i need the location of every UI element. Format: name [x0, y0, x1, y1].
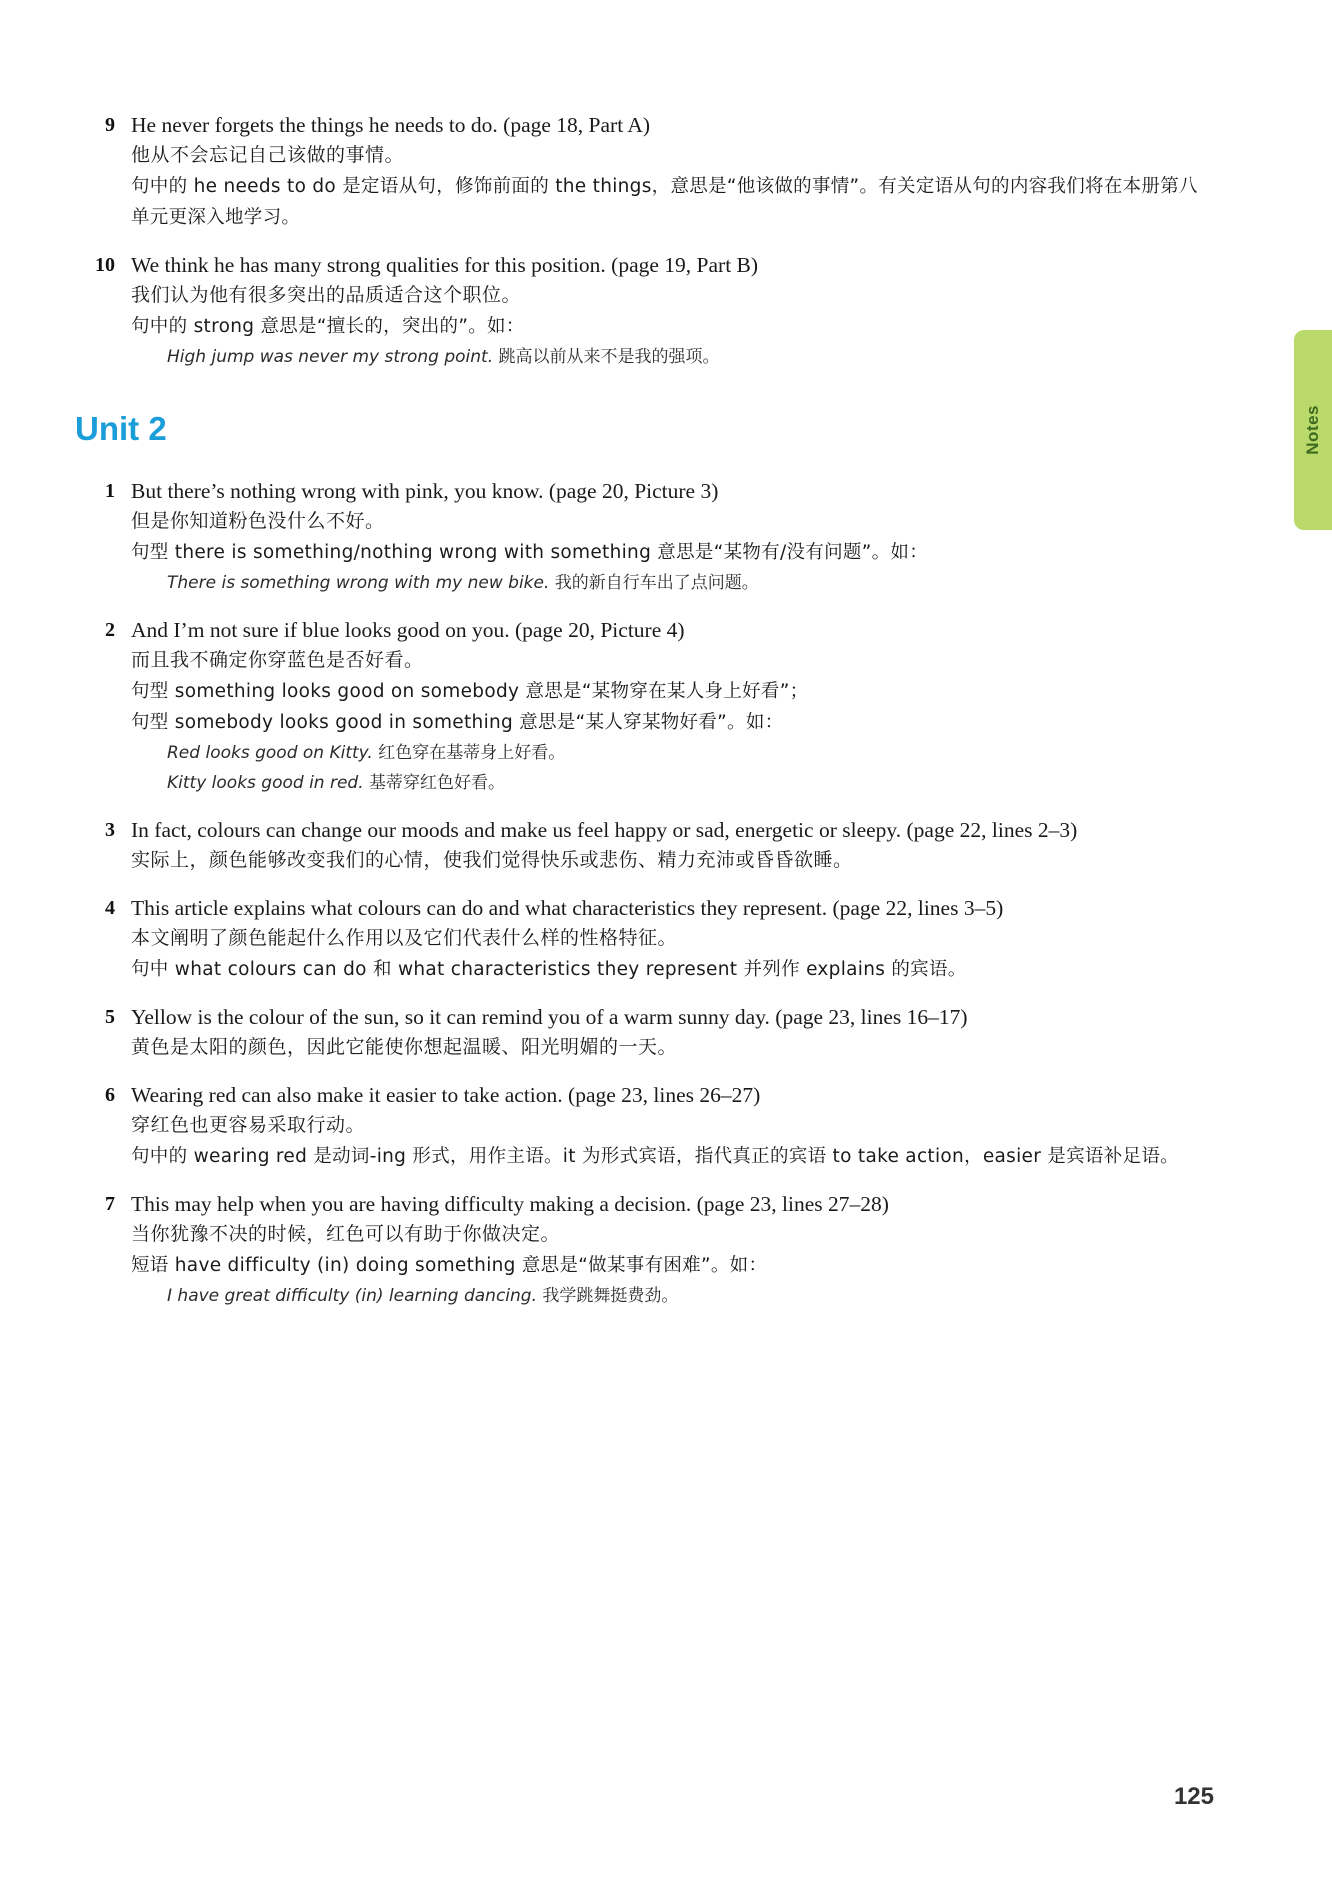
example-chinese: 红色穿在基蒂身上好看。 [378, 743, 566, 763]
example-chinese: 我学跳舞挺费劲。 [542, 1286, 679, 1306]
entry-chinese: 但是你知道粉色没什么不好。 [131, 510, 385, 532]
side-tab-label: Notes [1303, 405, 1322, 455]
entry-english: He never forgets the things he needs to do. (page 18, Part A) [131, 113, 651, 137]
entry-chinese: 当你犹豫不决的时候，红色可以有助于你做决定。 [131, 1223, 561, 1245]
example-english: I have great difficulty (in) learning dancing. [167, 1286, 537, 1306]
entry-example [167, 568, 1212, 598]
entry-body [131, 110, 1212, 233]
entry-chinese: 而且我不确定你穿蓝色是否好看。 [131, 649, 424, 671]
example-chinese: 跳高以前从来不是我的强项。 [498, 347, 720, 367]
example-english: Red looks good on Kitty. [167, 743, 373, 763]
entry-note-secondary: 句型 somebody looks good in something 意思是“某人穿某物好看”。如： [131, 712, 784, 733]
entry-note: 短语 have difficulty (in) doing something 意思是“做某事有困难”。如： [131, 1255, 768, 1276]
example-english: Kitty looks good in red. [167, 773, 364, 793]
entry-english: Yellow is the colour of the sun, so it can remind you of a warm sunny day. (page 23, lines 16–17) [131, 1005, 968, 1029]
entry-note: 句中的 strong 意思是“擅长的，突出的”。如： [131, 316, 525, 337]
note-entry [75, 110, 1212, 233]
example-english: High jump was never my strong point. [167, 347, 494, 367]
entry-english: But there’s nothing wrong with pink, you know. (page 20, Picture 3) [131, 479, 719, 503]
entry-example [167, 738, 1212, 768]
entry-body [131, 893, 1212, 985]
entry-chinese: 我们认为他有很多突出的品质适合这个职位。 [131, 284, 522, 306]
entry-number: 2 [105, 619, 115, 641]
entry-number: 6 [105, 1084, 115, 1106]
entry-body [131, 476, 1212, 598]
entry-note: 句中的 he needs to do 是定语从句，修饰前面的 the things，意思是“他该做的事情”。有关定语从句的内容我们将在本册第八单元更深入地学习。 [131, 176, 1198, 228]
note-entry [75, 1002, 1212, 1063]
note-entry [75, 815, 1212, 876]
side-tab-notes [1294, 330, 1332, 530]
note-entry [75, 615, 1212, 798]
entry-chinese: 他从不会忘记自己该做的事情。 [131, 144, 405, 166]
entry-body [131, 1002, 1212, 1063]
entry-number: 7 [105, 1193, 115, 1215]
entry-chinese: 实际上，颜色能够改变我们的心情，使我们觉得快乐或悲伤、精力充沛或昏昏欲睡。 [131, 849, 853, 871]
entry-body [131, 615, 1212, 798]
note-entry [75, 1189, 1212, 1311]
entry-number: 10 [95, 254, 115, 276]
entry-body [131, 1189, 1212, 1311]
entry-example [167, 768, 1212, 798]
entry-english: This article explains what colours can do and what characteristics they represent. (page 22, lines 3–5) [131, 896, 1004, 920]
entry-english: This may help when you are having difficulty making a decision. (page 23, lines 27–28) [131, 1192, 889, 1216]
page-number: 125 [1173, 1783, 1214, 1810]
entry-body [131, 815, 1212, 876]
entry-number: 1 [105, 480, 115, 502]
entry-example [167, 342, 1212, 372]
entry-number: 5 [105, 1006, 115, 1028]
example-chinese: 我的新自行车出了点问题。 [554, 573, 759, 593]
note-entry [75, 893, 1212, 985]
entry-english: In fact, colours can change our moods and make us feel happy or sad, energetic or sleepy. (page 22, lines 2–3) [131, 818, 1078, 842]
entry-note: 句型 there is something/nothing wrong with something 意思是“某物有/没有问题”。如： [131, 542, 929, 563]
note-entry [75, 476, 1212, 598]
entry-number: 9 [105, 114, 115, 136]
entry-chinese: 本文阐明了颜色能起什么作用以及它们代表什么样的性格特征。 [131, 927, 678, 949]
entry-example [167, 1281, 1212, 1311]
unit-heading: Unit 2 [75, 410, 167, 447]
entry-body [131, 250, 1212, 372]
entry-note: 句中的 wearing red 是动词-ing 形式，用作主语。it 为形式宾语，指代真正的宾语 to take action，easier 是宾语补足语。 [131, 1146, 1179, 1167]
entry-english: We think he has many strong qualities for this position. (page 19, Part B) [131, 253, 759, 277]
note-entry [75, 1080, 1212, 1172]
example-chinese: 基蒂穿红色好看。 [369, 773, 506, 793]
note-entry [75, 250, 1212, 372]
entry-number: 3 [105, 819, 115, 841]
entry-number: 4 [105, 897, 115, 919]
example-english: There is something wrong with my new bike. [167, 573, 550, 593]
entry-note: 句型 something looks good on somebody 意思是“某物穿在某人身上好看”； [131, 681, 809, 702]
entry-body [131, 1080, 1212, 1172]
entry-english: And I’m not sure if blue looks good on you. (page 20, Picture 4) [131, 618, 685, 642]
entry-note: 句中 what colours can do 和 what characteristics they represent 并列作 explains 的宾语。 [131, 959, 967, 980]
entry-chinese: 黄色是太阳的颜色，因此它能使你想起温暖、阳光明媚的一天。 [131, 1036, 678, 1058]
entry-english: Wearing red can also make it easier to take action. (page 23, lines 26–27) [131, 1083, 761, 1107]
entry-chinese: 穿红色也更容易采取行动。 [131, 1114, 366, 1136]
